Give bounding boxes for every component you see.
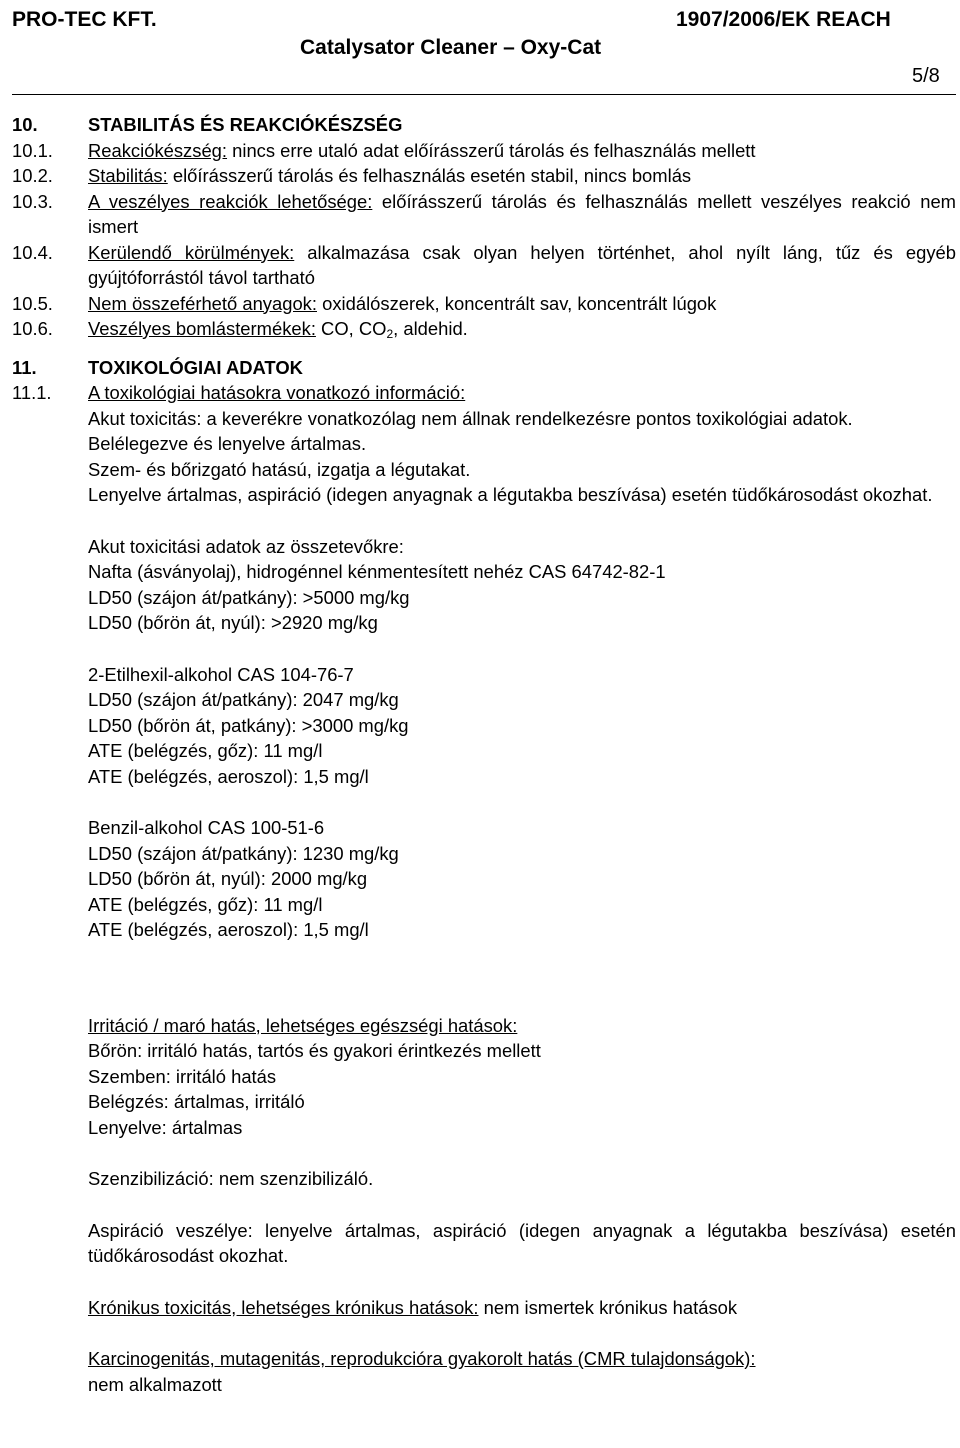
item-text: előírásszerű tárolás és felhasználás mellett veszélyes reakció nem ismert	[88, 190, 956, 237]
item-number: 10.6.	[12, 318, 53, 339]
item-label: Kerülendő körülmények:	[88, 241, 295, 263]
item-label: Reakciókészség:	[88, 139, 228, 161]
section-number: 11.	[12, 356, 37, 378]
cmr-text: nem alkalmazott	[88, 1373, 222, 1395]
irritation-heading: Irritáció / maró hatás, lehetséges egészségi hatások:	[88, 1014, 518, 1036]
irritation-line: Lenyelve: ártalmas	[88, 1116, 243, 1138]
item-number: 10.2.	[12, 165, 53, 186]
chronic-label: Krónikus toxicitás, lehetséges krónikus hatások:	[88, 1296, 479, 1318]
component-value: ATE (belégzés, gőz): 11 mg/l	[88, 893, 323, 915]
item-text: CO, CO	[315, 318, 387, 339]
cmr-label: Karcinogenitás, mutagenitás, reprodukcióra gyakorolt hatás (CMR tulajdonságok):	[88, 1348, 756, 1369]
component-value: LD50 (bőrön át, nyúl): 2000 mg/kg	[88, 868, 368, 889]
section-10-4	[12, 240, 956, 291]
component-value: LD50 (bőrön át, nyúl): >2920 mg/kg	[88, 612, 378, 633]
component-name: Nafta (ásványolaj), hidrogénnel kénmentesített nehéz CAS 64742-82-1	[88, 561, 666, 582]
document-body	[12, 112, 956, 1397]
item-label: A toxikológiai hatásokra vonatkozó információ:	[88, 382, 466, 403]
section-10-1	[12, 138, 956, 164]
section-10-2	[12, 163, 956, 189]
component-block	[88, 559, 956, 636]
component-value: LD50 (szájon át/patkány): 2047 mg/kg	[88, 689, 399, 710]
component-value: ATE (belégzés, aeroszol): 1,5 mg/l	[88, 919, 369, 940]
item-text: oxidálószerek, koncentrált sav, koncentrált lúgok	[317, 292, 717, 314]
chronic-text: nem ismertek krónikus hatások	[478, 1296, 738, 1318]
item-label: Veszélyes bomlástermékek:	[88, 318, 316, 339]
item-text: előírásszerű tárolás és felhasználás esetén stabil, nincs bomlás	[167, 165, 692, 186]
component-name: 2-Etilhexil-alkohol CAS 104-76-7	[88, 663, 354, 685]
component-value: LD50 (szájon át/patkány): 1230 mg/kg	[88, 842, 399, 864]
aspiration-hazard-text: Aspiráció veszélye: lenyelve ártalmas, aspiráció (idegen anyagnak a légutakba beszívása) esetén tüdőkárosodást okozhat.	[88, 1219, 956, 1266]
item-label: A veszélyes reakciók lehetősége:	[88, 190, 373, 212]
irritation-line: Belégzés: ártalmas, irritáló	[88, 1091, 305, 1112]
irritation-line: Szemben: irritáló hatás	[88, 1065, 277, 1087]
header-company: PRO-TEC KFT.	[12, 8, 157, 31]
components-intro: Akut toxicitási adatok az összetevőkre:	[88, 535, 404, 557]
section-11-1	[12, 380, 956, 1397]
section-10-6	[12, 316, 956, 342]
item-number: 11.1.	[12, 382, 52, 403]
header-regulation: 1907/2006/EK REACH	[676, 8, 891, 31]
cmr-block	[88, 1346, 956, 1397]
item-number: 10.5.	[12, 292, 53, 314]
header-divider	[12, 94, 956, 95]
component-block	[88, 815, 956, 943]
component-value: ATE (belégzés, gőz): 11 mg/l	[88, 740, 323, 761]
section-number: 10.	[12, 114, 38, 135]
item-text: nincs erre utaló adat előírásszerű tárolás és felhasználás mellett	[227, 139, 756, 161]
header-product-name: Catalysator Cleaner – Oxy-Cat	[300, 36, 602, 59]
sensitization-text: Szenzibilizáció: nem szenzibilizáló.	[88, 1168, 374, 1189]
section-11-heading	[12, 355, 956, 381]
irritation-block	[88, 1013, 956, 1141]
item-label: Stabilitás:	[88, 165, 168, 186]
page-number: 5/8	[912, 65, 940, 87]
irritation-line: Bőrön: irritáló hatás, tartós és gyakori érintkezés mellett	[88, 1040, 541, 1061]
section-title: STABILITÁS ÉS REAKCIÓKÉSZSÉG	[88, 114, 403, 135]
inhalation-text: Belélegezve és lenyelve ártalmas.	[88, 433, 367, 454]
subscript: 2	[386, 327, 394, 341]
section-10-3	[12, 189, 956, 240]
item-number: 10.4.	[12, 241, 53, 263]
item-number: 10.3.	[12, 190, 53, 212]
item-text-end: , aldehid.	[393, 318, 468, 339]
component-block	[88, 662, 956, 790]
component-value: LD50 (bőrön át, patkány): >3000 mg/kg	[88, 714, 409, 736]
irritant-text: Szem- és bőrizgató hatású, izgatja a légutakat.	[88, 458, 471, 480]
component-value: ATE (belégzés, aeroszol): 1,5 mg/l	[88, 765, 369, 787]
item-text: alkalmazása csak olyan helyen történhet, ahol nyílt láng, tűz és egyéb gyújtóforrástól távol tartható	[88, 241, 956, 288]
section-title: TOXIKOLÓGIAI ADATOK	[88, 356, 303, 378]
component-value: LD50 (szájon át/patkány): >5000 mg/kg	[88, 586, 410, 608]
component-name: Benzil-alkohol CAS 100-51-6	[88, 817, 325, 838]
section-10-heading	[12, 112, 956, 138]
item-number: 10.1.	[12, 139, 53, 161]
aspiration-text: Lenyelve ártalmas, aspiráció (idegen anyagnak a légutakba beszívása) esetén tüdőkárosodást okozhat.	[88, 484, 933, 505]
item-label: Nem összeférhető anyagok:	[88, 292, 317, 314]
section-10-5	[12, 291, 956, 317]
acute-toxicity-text: Akut toxicitás: a keverékre vonatkozólag nem állnak rendelkezésre pontos toxikológiai adatok.	[88, 407, 853, 429]
chronic-toxicity	[88, 1295, 956, 1321]
